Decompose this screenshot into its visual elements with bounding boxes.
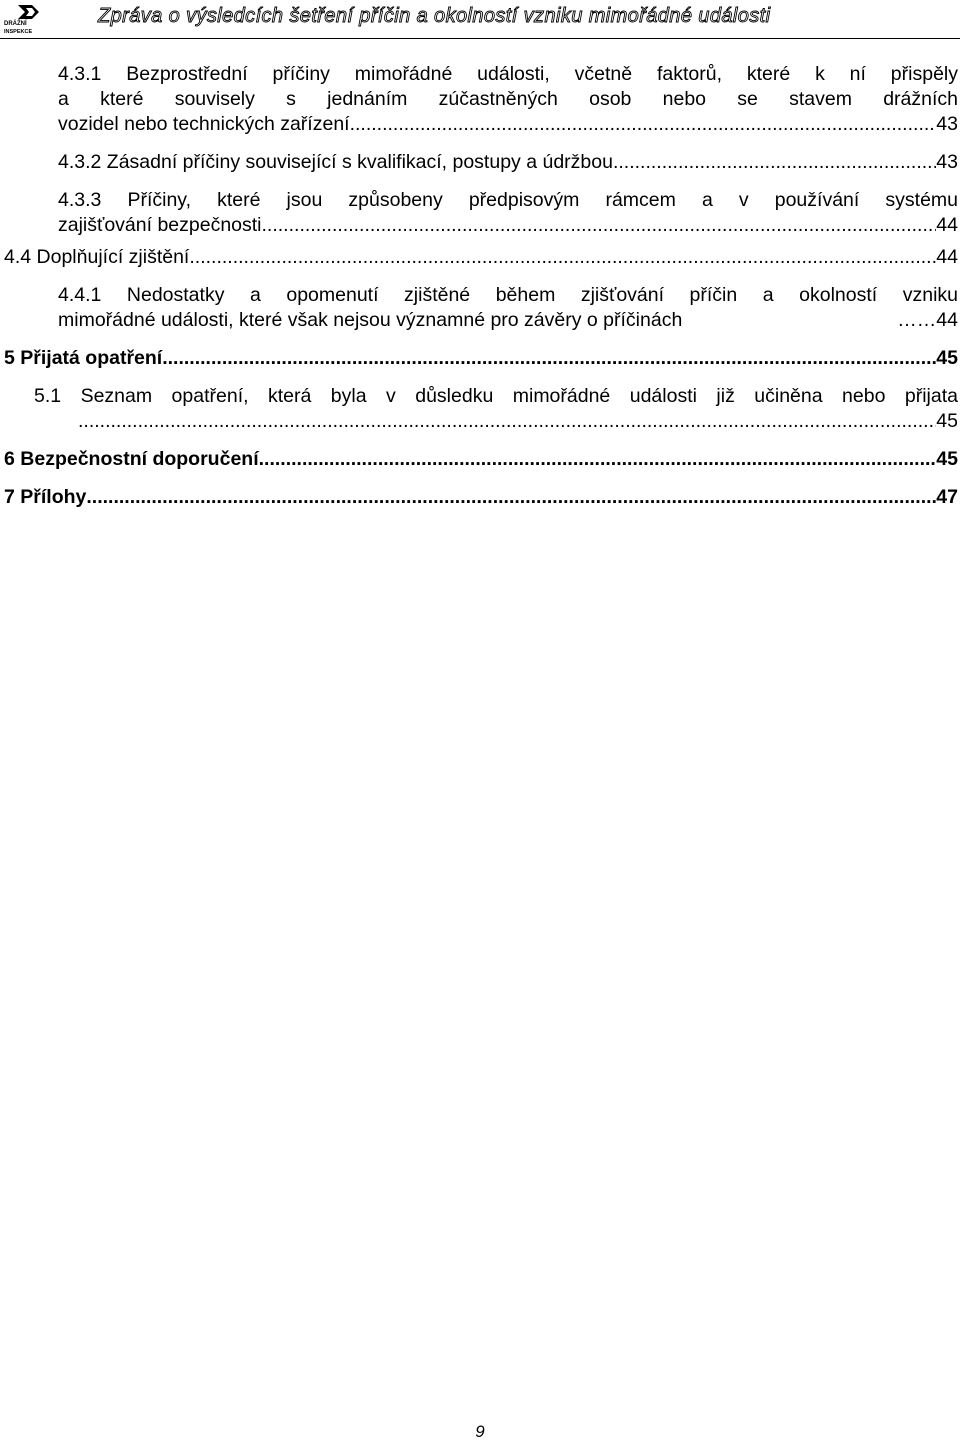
- drazni-inspekce-logo: [2, 2, 46, 36]
- toc-entry-5[interactable]: [4, 346, 958, 371]
- toc-entry-4-4[interactable]: [4, 245, 958, 270]
- toc-entry-line: [4, 447, 958, 472]
- toc-entry-7[interactable]: [4, 485, 958, 510]
- toc-entry-title: 4.4 Doplňující zjištění: [4, 246, 190, 268]
- toc-leader-dots: [162, 346, 936, 371]
- toc-page-number: 47: [936, 486, 958, 508]
- toc-page-number: 45: [936, 347, 958, 369]
- toc-entry-line: [58, 150, 958, 175]
- table-of-contents: [0, 62, 958, 510]
- toc-leader-dots: [86, 485, 936, 510]
- toc-entry-4-3-1[interactable]: [58, 62, 958, 137]
- toc-entry-title-end: zajišťování bezpečnosti: [58, 214, 262, 236]
- toc-entry-6[interactable]: [4, 447, 958, 472]
- toc-entry-title-end: mimořádné události, které však nejsou významné pro závěry o příčinách: [58, 309, 683, 331]
- toc-entry-line: [4, 485, 958, 510]
- logo-text-top: DRÁŽNÍ: [4, 21, 27, 27]
- logo-text-bottom: INSPEKCE: [4, 29, 33, 35]
- toc-entry-line: [78, 409, 958, 434]
- toc-entry-line: 4.3.3 Příčiny, které jsou způsobeny předpisovým rámcem a v používání systému: [58, 189, 958, 211]
- toc-entry-line: 4.4.1 Nedostatky a opomenutí zjištěné během zjišťování příčin a okolností vzniku: [58, 284, 958, 306]
- header-title: Zpráva o výsledcích šetření příčin a okolností vzniku mimořádné události: [98, 5, 771, 27]
- toc-leader-ellipsis: ……: [897, 309, 937, 331]
- toc-entry-line: [4, 346, 958, 371]
- toc-entry-title-end: vozidel nebo technických zařízení: [58, 113, 350, 135]
- toc-entry-title: 6 Bezpečnostní doporučení: [4, 448, 259, 470]
- toc-entry-title: 7 Přílohy: [4, 486, 87, 508]
- toc-leader-dots: [259, 447, 937, 472]
- toc-entry-4-4-1[interactable]: [58, 283, 958, 333]
- toc-page-number: 45: [936, 410, 958, 432]
- toc-leader-dots: [78, 409, 936, 434]
- toc-entry-line: [58, 112, 958, 137]
- toc-leader-dots: [262, 213, 937, 238]
- toc-entry-line: 5.1 Seznam opatření, která byla v důsledku mimořádné události již učiněna nebo přijata: [34, 385, 958, 407]
- toc-entry-line: [58, 213, 958, 238]
- toc-page-number: 45: [936, 448, 958, 470]
- toc-page-number: 44: [936, 214, 958, 236]
- page-number: 9: [475, 1422, 485, 1441]
- header-divider: [0, 38, 960, 39]
- toc-entry-5-1[interactable]: [4, 384, 958, 434]
- toc-page-number: 44: [936, 246, 958, 268]
- toc-leader-dots: [613, 150, 936, 175]
- toc-entry-line: a které souvisely s jednáním zúčastněných osob nebo se stavem drážních: [58, 88, 958, 110]
- toc-entry-4-3-2[interactable]: [58, 150, 958, 175]
- toc-leader-dots: [350, 112, 937, 137]
- toc-entry-line: 4.3.1 Bezprostřední příčiny mimořádné události, včetně faktorů, které k ní přispěly: [58, 63, 958, 85]
- toc-entry-title: 5 Přijatá opatření: [4, 347, 163, 369]
- toc-page-number: 43: [936, 113, 958, 135]
- toc-entry-line: [58, 308, 958, 333]
- toc-leader-dots: [189, 245, 936, 270]
- toc-entry-line: [4, 245, 958, 270]
- page-header: [0, 0, 960, 38]
- toc-page-number: 43: [936, 151, 958, 173]
- toc-entry-4-3-3[interactable]: [58, 188, 958, 238]
- toc-entry-title: 4.3.2 Zásadní příčiny související s kvalifikací, postupy a údržbou: [58, 151, 613, 173]
- toc-page-number: 44: [936, 309, 958, 331]
